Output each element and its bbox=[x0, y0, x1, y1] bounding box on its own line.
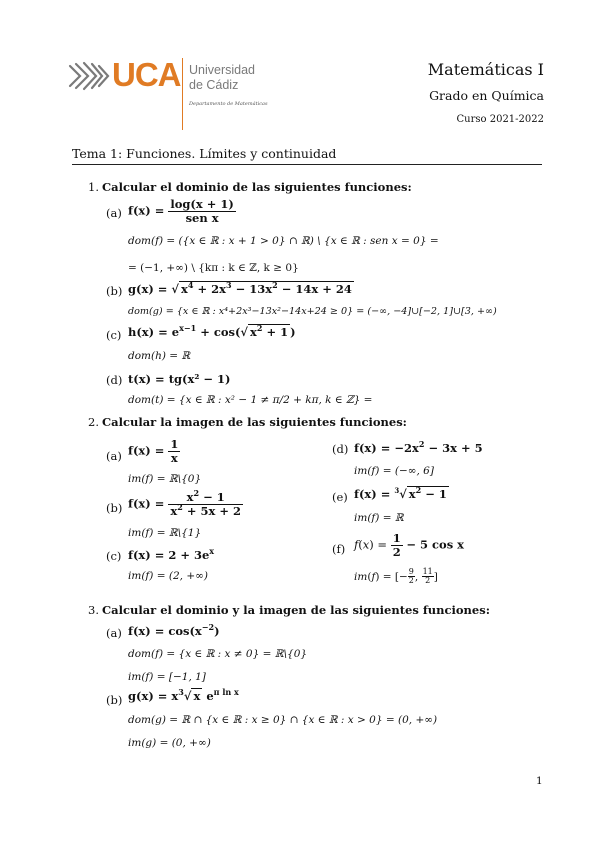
exercise-1b-function: g(x) = √ $x^4 + 2x^3 - 13x^2 - 14x + 24$ bbox=[128, 280, 352, 296]
topic-title: Tema 1: Funciones. Límites y continuidad bbox=[72, 146, 337, 161]
exercise-2e-function: f(x) = $^3$√ $x^2 - 1$ bbox=[354, 485, 447, 501]
exercise-3b-image: im(g) = (0, +∞) bbox=[128, 737, 211, 749]
logo-university-line1: Universidad bbox=[189, 63, 256, 77]
exercise-2f-image: im(f) = [− $\frac{9}{2}$ , $\frac{11}{2}$ ] bbox=[354, 567, 438, 586]
exercise-2d-image: im(f) = (−∞, 6] bbox=[354, 465, 434, 477]
uca-emblem-icon bbox=[68, 60, 114, 92]
exercise-2e-label: (e) bbox=[332, 490, 348, 504]
exercise-3a-function: $f(x) = \cos(x^{-2})$ bbox=[128, 622, 220, 638]
exercise-1b-domain: dom(g) = {x ∈ ℝ : x⁴+2x³−13x²−14x+24 ≥ 0} = (−∞, −4]∪[−2, 1]∪[3, +∞) bbox=[128, 306, 497, 317]
exercise-1a-domain-result: = (−1, +∞) \ {kπ : k ∈ ℤ, k ≥ 0} bbox=[128, 262, 299, 274]
exercise-2b-image: im(f) = ℝ\{1} bbox=[128, 527, 202, 539]
page-number: 1 bbox=[536, 775, 543, 787]
exercise-1c-domain: dom(h) = ℝ bbox=[128, 350, 191, 362]
exercise-3a-domain: dom(f) = {x ∈ ℝ : x ≠ 0} = ℝ\{0} bbox=[128, 648, 308, 660]
exercise-3b-label: (b) bbox=[106, 693, 123, 707]
exercise-3-number: 3. bbox=[88, 603, 99, 617]
exercise-2a-image: im(f) = ℝ\{0} bbox=[128, 473, 202, 485]
exercise-1c-label: (c) bbox=[106, 328, 122, 342]
exercise-3b-domain: dom(g) = ℝ ∩ {x ∈ ℝ : x ≥ 0} ∩ {x ∈ ℝ : x > 0} = (0, +∞) bbox=[128, 714, 438, 726]
course-title: Matemáticas I bbox=[427, 60, 544, 79]
exercise-2e-image: im(f) = ℝ bbox=[354, 512, 404, 524]
exercise-2c-function: $f(x) = 2 + 3e^x$ bbox=[128, 546, 215, 562]
exercise-2d-function: $f(x) = -2x^2 - 3x + 5$ bbox=[354, 439, 483, 455]
exercise-2-statement: Calcular la imagen de las siguientes funciones: bbox=[102, 415, 407, 429]
exercise-1a-label: (a) bbox=[106, 206, 122, 220]
exercise-2f-function: f(x) = $\frac{1}{2}$ − 5 cos x bbox=[354, 531, 465, 560]
exercise-3b-function: $g(x) = x^3√$ x $e^{\pi ln x}$ bbox=[128, 687, 239, 703]
exercise-3-statement: Calcular el dominio y la imagen de las siguientes funciones: bbox=[102, 603, 490, 617]
exercise-2b-function: f(x) = $\frac{x^2 - 1}{x^2 + 5x + 2}$ bbox=[128, 488, 241, 519]
exercise-1d-domain: dom(t) = {x ∈ ℝ : x² − 1 ≠ π/2 + kπ, k ∈ ℤ} = bbox=[128, 394, 373, 406]
logo-university-line2: de Cádiz bbox=[189, 78, 239, 92]
exercise-2a-function: f(x) = $\frac{1}{x}$ bbox=[128, 437, 179, 466]
logo-university-name bbox=[189, 63, 255, 93]
exercise-1c-function: $h(x) = e^{x-1} + \cos(√$ $x^2 + 1$ ) bbox=[128, 323, 296, 339]
academic-year: Curso 2021-2022 bbox=[456, 114, 544, 125]
exercise-2f-label: (f) bbox=[332, 542, 346, 556]
exercise-1d-function: t(x) = tg(x² − 1) bbox=[128, 372, 231, 386]
exercise-1d-label: (d) bbox=[106, 373, 123, 387]
logo-acronym: UCA bbox=[112, 56, 181, 93]
university-logo bbox=[68, 56, 186, 128]
exercise-2d-label: (d) bbox=[332, 442, 349, 456]
exercise-1a-function: f(x) = $\frac{\log(x + 1)}{\text{sen x}}$ bbox=[128, 197, 234, 226]
exercise-2c-label: (c) bbox=[106, 549, 122, 563]
logo-department: Departamento de Matemáticas bbox=[189, 101, 268, 107]
exercise-2-number: 2. bbox=[88, 415, 99, 429]
exercise-1-number: 1. bbox=[88, 180, 99, 194]
logo-divider bbox=[182, 58, 183, 130]
exercise-3a-image: im(f) = [−1, 1] bbox=[128, 671, 206, 683]
exercise-1b-label: (b) bbox=[106, 284, 123, 298]
exercise-2a-label: (a) bbox=[106, 449, 122, 463]
exercise-1-statement: Calcular el dominio de las siguientes funciones: bbox=[102, 180, 412, 194]
exercise-1a-domain: dom(f) = ({x ∈ ℝ : x + 1 > 0} ∩ ℝ) \ {x ∈ ℝ : sen x = 0} = bbox=[128, 235, 439, 247]
degree: Grado en Química bbox=[429, 88, 544, 103]
exercise-3a-label: (a) bbox=[106, 626, 122, 640]
exercise-2c-image: im(f) = (2, +∞) bbox=[128, 570, 208, 582]
header-rule bbox=[72, 164, 542, 165]
exercise-2b-label: (b) bbox=[106, 501, 123, 515]
